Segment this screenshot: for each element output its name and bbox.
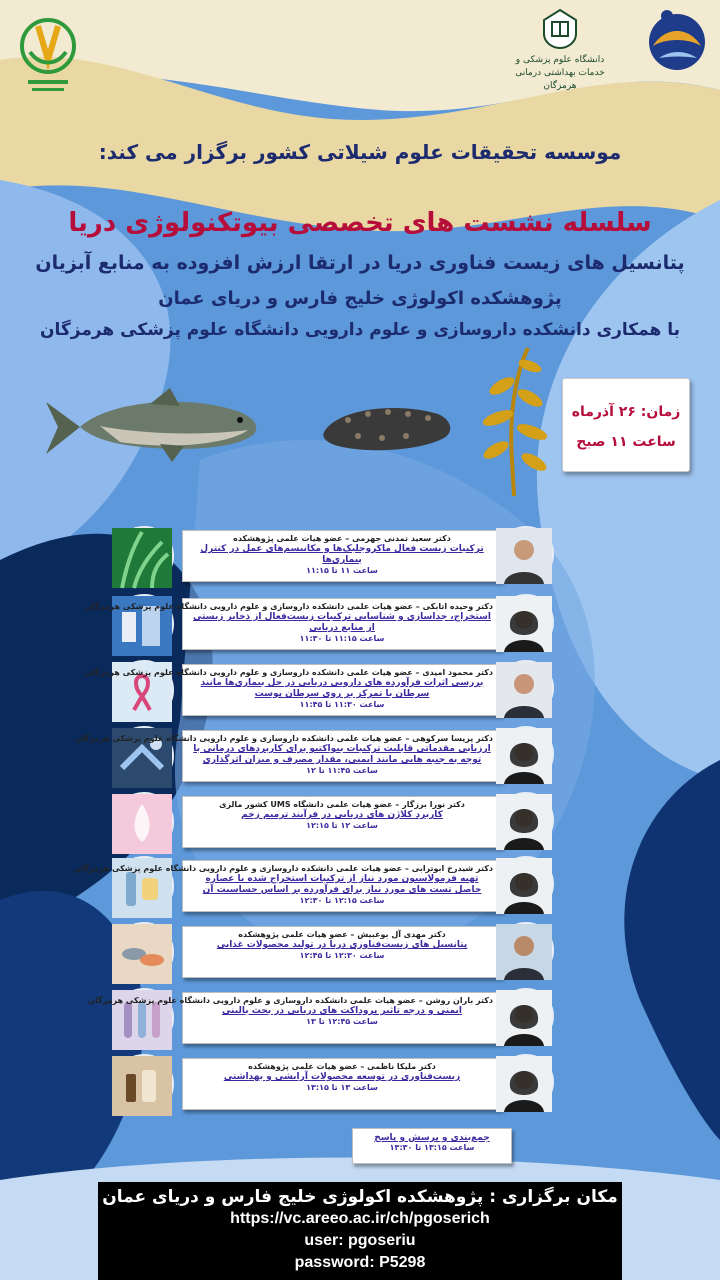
talk-time: ساعت ۱۲:۴۵ تا ۱۳ bbox=[306, 1017, 378, 1026]
speaker-avatar bbox=[498, 1054, 554, 1110]
talk-topic: بررسی اثرات فرآورده های دارویی دریایی در حل بیماری‌ها مانند سرطان با تمرکز بر روی سرطان پوست bbox=[200, 678, 484, 699]
hormozgan-university-logo bbox=[505, 8, 615, 100]
qa-time: ساعت ۱۳:۱۵ تا ۱۳:۳۰ bbox=[389, 1143, 475, 1152]
university-logo-line-2: خدمات بهداشتی درمانی هرمزگان bbox=[515, 68, 605, 91]
venue-user: user: pgoseriu bbox=[304, 1232, 416, 1249]
university-emblem-icon bbox=[540, 8, 580, 50]
speaker-avatar bbox=[498, 792, 554, 848]
ecology-institute-logo bbox=[645, 6, 709, 76]
speaker-name: دکتر وحیده اتابکی – عضو هیات علمی دانشکده داروسازی و علوم دارویی دانشگاه علوم پزشکی هرمزگان bbox=[85, 602, 493, 611]
speaker-name: دکتر نورا برزگار – عضو هیات علمی دانشگاه UMS کشور مالزی bbox=[219, 800, 465, 809]
talk-time: ساعت ۱۱:۴۵ تا ۱۲ bbox=[306, 766, 378, 775]
topic-image bbox=[114, 1054, 174, 1114]
talk-item bbox=[112, 790, 552, 854]
subject-title: پتانسیل های زیست فناوری دریا در ارتقا ارزش افزوده به منابع آبزیان bbox=[35, 252, 685, 274]
organizer-line: موسسه تحقیقات علوم شیلاتی کشور برگزار می کند: bbox=[98, 140, 622, 164]
speaker-name: دکتر شیدرخ ابوترابی – عضو هیات علمی دانشکده داروسازی و علوم دارویی دانشگاه علوم پزشکی هرمزگان bbox=[74, 864, 493, 873]
seaweed-illustration bbox=[468, 346, 560, 498]
talk-topic: ترکیبات زیست فعال ماکروجلبک‌ها و مکانیسم‌های عمل در کنترل بیماری‌ها bbox=[200, 544, 484, 565]
talk-item bbox=[74, 854, 552, 918]
venue-box bbox=[98, 1182, 622, 1280]
talk-item bbox=[112, 524, 552, 588]
talk-topic: ارزیابی مقدماتی قابلیت ترکیبات بیواکتیو برای کاربردهای درمانی با توجه به جنبه هایی مانند ایمنی، مقدار مصرف و میزان اثرگذاری bbox=[193, 744, 491, 765]
talk-time: ساعت ۱۳ تا ۱۳:۱۵ bbox=[306, 1083, 378, 1092]
talk-item bbox=[74, 724, 552, 788]
speaker-name: دکتر محمود امیدی – عضو هیات علمی دانشکده داروسازی و علوم دارویی دانشگاه علوم پزشکی هرمزگان bbox=[84, 668, 493, 677]
talk-topic: کاربرد کلاژن های دریایی در فرآیند ترمیم زخم bbox=[241, 810, 443, 820]
talk-item bbox=[84, 658, 552, 722]
speaker-name: دکتر پریسا سرکوهی – عضو هیات علمی دانشکده داروسازی و علوم دارویی دانشگاه علوم پزشکی هرمزگان bbox=[74, 734, 493, 743]
topic-image bbox=[114, 526, 174, 586]
speaker-name: دکتر ملیکا ناظمی – عضو هیات علمی پژوهشکده bbox=[248, 1062, 436, 1071]
speaker-avatar bbox=[498, 660, 554, 716]
talk-item bbox=[112, 1052, 552, 1116]
topic-image bbox=[114, 792, 174, 852]
university-logo-line-1: دانشگاه علوم پزشکی و bbox=[515, 55, 605, 65]
qa-box bbox=[352, 1128, 512, 1164]
talk-box bbox=[182, 1058, 502, 1110]
topic-image bbox=[114, 922, 174, 982]
talk-box bbox=[182, 796, 502, 848]
talk-topic: پتانسیل های زیست‌فناوری دریا در تولید محصولات غذایی bbox=[216, 940, 468, 950]
event-date: زمان: ۲۶ آذرماه bbox=[571, 404, 681, 420]
talk-time: ساعت ۱۲:۱۵ تا ۱۲:۳۰ bbox=[299, 896, 385, 905]
talk-topic: استخراج، جداسازی و شناسایی ترکیبات زیست‌فعال از ذخایر زیستی از منابع دریایی bbox=[192, 612, 491, 633]
speaker-avatar bbox=[498, 594, 554, 650]
speaker-name: دکتر سعید تمدنی جهرمی – عضو هیات علمی پژوهشکده bbox=[233, 534, 451, 543]
host-institute: پژوهشکده اکولوژی خلیج فارس و دریای عمان bbox=[158, 288, 562, 309]
speaker-avatar bbox=[498, 988, 554, 1044]
series-title: سلسله نشست های تخصصی بیوتکنولوژی دریا bbox=[68, 208, 652, 238]
talk-topic: ایمنی و درجه تاثیر پروداکت های دریایی در بحث بالینی bbox=[222, 1006, 462, 1016]
talk-box bbox=[182, 926, 502, 978]
talk-box bbox=[74, 860, 502, 912]
talk-time: ساعت ۱۱:۳۰ تا ۱۱:۴۵ bbox=[299, 700, 385, 709]
talk-box bbox=[85, 598, 502, 650]
date-time-box bbox=[562, 378, 690, 472]
venue-password: password: P5298 bbox=[294, 1254, 426, 1271]
talk-item bbox=[85, 592, 552, 656]
talk-box bbox=[84, 664, 502, 716]
talk-time: ساعت ۱۲ تا ۱۲:۱۵ bbox=[306, 821, 378, 830]
venue-place: مکان برگزاری : پژوهشکده اکولوژی خلیج فارس و دریای عمان bbox=[102, 1187, 618, 1207]
talk-box bbox=[182, 530, 502, 582]
talk-topic: زیست‌فناوری در توسعه محصولات آرایشی و بهداشتی bbox=[223, 1072, 461, 1082]
speaker-avatar bbox=[498, 856, 554, 912]
research-institute-logo bbox=[18, 12, 78, 102]
speaker-avatar bbox=[498, 726, 554, 782]
talk-topic: تهیه فرمولاسیون مورد نیاز از ترکیبات استخراج شده یا عصاره حاصل تست های مورد نیاز برای فرآورده بر اساس حساسیت آن bbox=[202, 874, 482, 895]
talk-item bbox=[112, 920, 552, 984]
speaker-name: دکتر باران روشن – عضو هیات علمی دانشکده داروسازی و علوم دارویی دانشگاه علوم پزشکی هرمزگان bbox=[88, 996, 493, 1005]
speaker-avatar bbox=[498, 922, 554, 978]
talk-box bbox=[74, 730, 502, 782]
talk-item bbox=[88, 986, 552, 1050]
talk-time: ساعت ۱۱:۱۵ تا ۱۱:۳۰ bbox=[299, 634, 385, 643]
speaker-name: دکتر مهدی آل بوغبیش – عضو هیات علمی پژوهشکده bbox=[238, 930, 446, 939]
venue-url[interactable]: https://vc.areeo.ac.ir/ch/pgoserich bbox=[230, 1210, 490, 1227]
talk-box bbox=[88, 992, 502, 1044]
talk-time: ساعت ۱۲:۳۰ تا ۱۲:۴۵ bbox=[299, 951, 385, 960]
event-time: ساعت ۱۱ صبح bbox=[576, 434, 676, 450]
fish-illustration bbox=[40, 382, 270, 472]
sea-cucumber-illustration bbox=[318, 398, 456, 456]
talk-time: ساعت ۱۱ تا ۱۱:۱۵ bbox=[306, 566, 378, 575]
collaboration-line: با همکاری دانشکده داروسازی و علوم دارویی دانشگاه علوم پزشکی هرمزگان bbox=[39, 320, 681, 340]
speaker-avatar bbox=[498, 526, 554, 582]
qa-topic: جمع‌بندی و پرسش و پاسخ bbox=[374, 1133, 490, 1143]
